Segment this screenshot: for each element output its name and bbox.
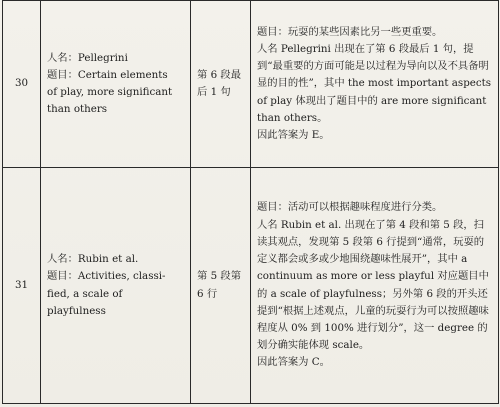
- explanation-cell: [251, 168, 499, 404]
- location-line: 6 行: [197, 287, 218, 300]
- keywords-cell: [41, 1, 191, 168]
- statement-title-line: of play, more significant: [47, 86, 173, 98]
- table-row: [3, 168, 499, 404]
- explanation-answer: 因此答案为 C。: [257, 356, 330, 369]
- location-line: 第 6 段最: [197, 68, 241, 81]
- answer-table: [2, 0, 499, 404]
- statement-title-line: 题目：Certain elements: [47, 68, 168, 81]
- question-number: 31: [3, 168, 41, 404]
- location-cell: [191, 1, 251, 168]
- explanation-cell: [251, 1, 499, 168]
- statement-title-line: fied, a scale of playfulness: [47, 287, 123, 317]
- explanation-body: 人名 Pellegrini 出现在了第 6 段最后 1 句，提到“最重要的方面可能是以过程为导向以及不具备明显的目的性”，其中 the most important aspects of play 体现出了题目中的 are more significant than others。: [257, 42, 492, 124]
- explanation-answer: 因此答案为 E。: [257, 129, 330, 141]
- location-line: 后 1 句: [197, 86, 231, 98]
- person-name: 人名：Rubin et al.: [47, 253, 139, 266]
- keywords-cell: [41, 168, 191, 404]
- table-row: [3, 1, 499, 168]
- statement-title-line: 题目：Activities, classi-: [47, 270, 166, 283]
- explanation-body: 人名 Rubin et al. 出现在了第 4 段和第 5 段，扫读其观点，发现第 5 段第 6 行提到“通常，玩耍的定义都会或多或少地围绕趣味性展开”，其中 a continuum as more or less playful 对应题目中的 a scale of playfulness；另外第 6 段的开头还提到“根据上述观点，儿童的玩耍行为可以按照趣味程度从 0% 到 100% 进行划分”，这一 degree 的划分确实能体现 scale。: [257, 218, 489, 352]
- location-line: 第 5 段第: [197, 270, 241, 283]
- statement-title-line: than others: [47, 103, 108, 116]
- question-number: 30: [3, 1, 41, 168]
- person-name: 人名：Pellegrini: [47, 51, 128, 64]
- explanation-title: 题目：活动可以根据趣味程度进行分类。: [257, 201, 443, 214]
- location-cell: [191, 168, 251, 404]
- explanation-title: 题目：玩耍的某些因素比另一些更重要。: [257, 25, 443, 38]
